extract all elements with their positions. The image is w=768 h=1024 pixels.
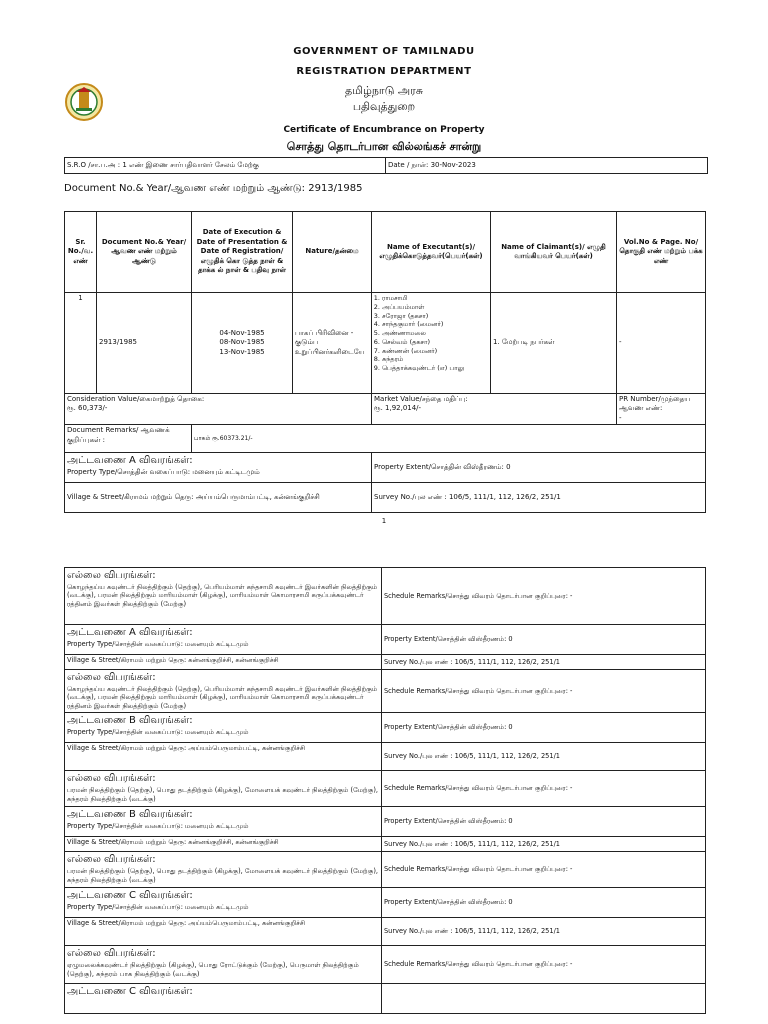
market-value: ரூ. 1,92,014/- [374, 404, 422, 413]
schedule-a-title: அட்டவணை A விவரங்கள்: [67, 455, 193, 467]
list-item: 2. அப்பயம்மாள் [382, 303, 488, 312]
village-street: Village & Street/கிராமம் மற்றும் தெரு: அய்யம்பெருமாம்பட்டி, கன்னங்குறிச்சி [65, 918, 382, 946]
village-street: Village & Street/கிராமம் மற்றும் தெரு: கன்னங்குறிச்சி, கன்னங்குறிச்சி [65, 837, 382, 852]
boundary-cell [65, 568, 382, 625]
govt-heading: GOVERNMENT OF TAMILNADU [293, 46, 475, 57]
col-executant: Name of Executant(s)/ எழுதிக்கொடுத்தவர்(பெயர்(கள்) [372, 212, 491, 293]
schedule-remarks: Schedule Remarks/சொத்து விவரம் தொடர்பான குறிப்புரை: - [382, 771, 706, 807]
boundary-cell [65, 852, 382, 888]
market-value-cell [372, 394, 617, 425]
market-value-label: Market Value/சந்தை மதிப்பு: [374, 395, 468, 403]
certificate-title: Certificate of Encumbrance on Property [283, 125, 485, 135]
row-nature: பாகப் பிரிவினை - குடும்ப உறுப்பினர்களிடையே [293, 293, 372, 394]
list-item: 5. அண்ணாமலை [382, 329, 488, 338]
survey-number: Survey No./புல எண் : 106/5, 111/1, 112, 126/2, 251/1 [372, 483, 706, 513]
property-type: Property Type/சொத்தின் வகைப்பாடு: மனையும் கட்டிடமும் [67, 467, 260, 476]
row-vol: - [617, 293, 706, 394]
village-street: Village & Street/கிராமம் மற்றும் தெரு: கன்னங்குறிச்சி, கன்னங்குறிச்சி [65, 655, 382, 670]
consideration-value: ரூ. 60,373/- [67, 404, 108, 413]
property-extent: Property Extent/சொத்தின் விஸ்தீரணம்: 0 [382, 625, 706, 655]
property-type: Property Type/சொத்தின் வகைப்பாடு: மனையும் கட்டிடமும் [67, 821, 249, 830]
remarks-value: பாகம் ரூ.60373.21/- [192, 425, 706, 453]
schedule-remarks: Schedule Remarks/சொத்து விவரம் தொடர்பான குறிப்புரை: - [382, 670, 706, 713]
dept-heading-tamil: பதிவுத்துறை [352, 100, 416, 113]
sro-bar [64, 157, 708, 174]
village-street: Village & Street/கிராமம் மற்றும் தெரு: அய்யம்பெருமாம்பட்டி, கன்னங்குறிச்சி [65, 483, 372, 513]
col-dates: Date of Execution & Date of Presentation & Date of Registration/ எழுதிக் கொ டுத்த நாள் & தாக்க ல் நாள் & பதிவு நாள் [192, 212, 293, 293]
col-sr: Sr. No./வ. எண் [65, 212, 97, 293]
property-extent: Property Extent/சொத்தின் விஸ்தீரணம்: 0 [372, 453, 706, 483]
property-extent: Property Extent/சொத்தின் விஸ்தீரணம்: 0 [382, 713, 706, 743]
list-item: 3. சரோஜா (தகசா) [382, 312, 488, 321]
pr-number-cell [617, 394, 706, 425]
boundary-text: கொழந்தய்ய கவுண்டர் நிலத்திற்கும் (தெற்கு), பெரியம்மாள் கந்தசாமி கவுண்டர் இவர்களின் நிலத்திற்கும் (வடக்கு), பரமன் நிலத்திற்கும் மாரியம்மாள் (கிழக்கு), மாரியம்மாள் கொமாரசாமி கருப்பக்கவுண்டர் ரத்தினம் இவர்கள் நிலத்திற்கும் (மேற்கு) [67, 582, 378, 609]
remarks-label: Document Remarks/ ஆவணக் குறிப்புகள் : [65, 425, 192, 453]
schedule-header [65, 713, 382, 743]
page-number: 1 [381, 517, 387, 525]
execution-date: 04-Nov-1985 [219, 328, 265, 337]
encumbrance-table [64, 211, 706, 513]
property-type: Property Type/சொத்தின் வகைப்பாடு: மனையும் கட்டிடமும் [67, 727, 249, 736]
schedule-remarks: Schedule Remarks/சொத்து விவரம் தொடர்பான குறிப்புரை: - [382, 852, 706, 888]
col-doc: Document No.& Year/ ஆவண எண் மற்றும் ஆண்டு [97, 212, 192, 293]
list-item: 4. சாந்தகுமார் (மைனர்) [382, 320, 488, 329]
dept-heading: REGISTRATION DEPARTMENT [296, 66, 472, 77]
col-claimant: Name of Claimant(s)/ எழுதி வாங்கியவர் பெயர்(கள்) [491, 212, 617, 293]
consideration-label: Consideration Value/கைமாற்றுத் தொகை: [67, 395, 205, 403]
schedule-title: அட்டவணை B விவரங்கள்: [67, 809, 193, 821]
col-nature: Nature/தன்மை [293, 212, 372, 293]
presentation-date: 08-Nov-1985 [219, 338, 265, 347]
row-dates [192, 293, 293, 394]
registration-date: 13-Nov-1985 [219, 347, 265, 356]
survey-number: Survey No./புல எண் : 106/5, 111/1, 112, 126/2, 251/1 [382, 743, 706, 771]
schedule-title: அட்டவணை C விவரங்கள்: [67, 986, 193, 998]
consideration-cell [65, 394, 372, 425]
boundary-text: பரமன் நிலத்திற்கும் (தெற்கு), பொது தடத்திற்கும் (கிழக்கு), மோளையக் கவுண்டர் நிலத்திற்கும் (மேற்கு), சுந்தரம் நிலத்திற்கும் (வடக்கு) [67, 866, 379, 884]
village-street: Village & Street/கிராமம் மற்றும் தெரு: அய்யம்பெருமாம்பட்டி, கன்னங்குறிச்சி [65, 743, 382, 771]
schedule-header [65, 888, 382, 918]
list-item: 1. ராமசாமி [382, 294, 488, 303]
boundary-title: எல்லை விபரங்கள்: [67, 672, 156, 683]
property-extent: Property Extent/சொத்தின் விஸ்தீரணம்: 0 [382, 807, 706, 837]
row-claimant: 1. மேற்படி நபர்கள் [491, 293, 617, 394]
property-type: Property Type/சொத்தின் வகைப்பாடு: மனையும் கட்டிடமும் [67, 902, 249, 911]
schedule-header [65, 625, 382, 655]
certificate-title-tamil: சொத்து தொடர்பான வில்லங்கச் சான்று [286, 140, 482, 153]
schedule-table [64, 567, 706, 1014]
survey-number: Survey No./புல எண் : 106/5, 111/1, 112, 126/2, 251/1 [382, 655, 706, 670]
boundary-cell [65, 771, 382, 807]
boundary-text: பரமன் நிலத்திற்கும் (தெற்கு), பொது தடத்திற்கும் (கிழக்கு), மோளையக் கவுண்டர் நிலத்திற்கும் (மேற்கு), சுந்தரம் நிலத்திற்கும் (வடக்கு) [67, 785, 379, 803]
schedule-header [65, 807, 382, 837]
table-row [65, 293, 706, 394]
list-item: 8. சுந்தரம் [382, 355, 488, 364]
schedule-remarks: Schedule Remarks/சொத்து விவரம் தொடர்பான குறிப்புரை: - [382, 946, 706, 984]
boundary-cell [65, 670, 382, 713]
govt-heading-tamil: தமிழ்நாடு அரசு [344, 84, 424, 97]
boundary-title: எல்லை விபரங்கள்: [67, 773, 156, 785]
schedule-title: அட்டவணை A விவரங்கள்: [67, 627, 193, 638]
schedule-a-header [65, 453, 372, 483]
list-item: 6. செல்வம் (தகசா) [382, 338, 488, 347]
boundary-title: எல்லை விபரங்கள்: [67, 948, 156, 960]
boundary-cell [65, 946, 382, 984]
row-executants [372, 293, 491, 394]
schedule-title: அட்டவணை B விவரங்கள்: [67, 715, 193, 727]
schedule-title: அட்டவணை C விவரங்கள்: [67, 890, 193, 902]
row-doc: 2913/1985 [97, 293, 192, 394]
property-type: Property Type/சொத்தின் வகைப்பாடு: மனையும் கட்டிடமும் [67, 639, 249, 648]
sro-office: S.R.O /சா.ப.அ : 1 எண் இணை சார்பதிவாளர் சேலம் மேற்கு [65, 158, 386, 173]
col-vol: Vol.No & Page. No/ தொகுதி எண் மற்றும் பக்க எண் [617, 212, 706, 293]
property-extent [382, 984, 706, 1014]
certificate-date: Date / நாள்: 30-Nov-2023 [388, 161, 476, 169]
boundary-title: எல்லை விபரங்கள்: [67, 570, 156, 581]
boundary-text: ஏழுமலைக்கவுண்டர் நிலத்திற்கும் (கிழக்கு), பொது ரோட்டுக்கும் (மேற்கு), பெருமாள் நிலத்திற்கும் (தெற்கு), சுந்தரம் பாக நிலத்திற்கும் (வடக்கு) [67, 960, 359, 978]
survey-number: Survey No./புல எண் : 106/5, 111/1, 112, 126/2, 251/1 [382, 918, 706, 946]
boundary-text: கொழந்தய்ய கவுண்டர் நிலத்திற்கும் (தெற்கு), பெரியம்மாள் கந்தசாமி கவுண்டர் இவர்களின் நிலத்திற்கும் (வடக்கு), பரமன் நிலத்திற்கும் மாரியம்மாள் (கிழக்கு), மாரியம்மாள் கொமாரசாமி கருப்பக்கவுண்டர் ரத்தினம் இவர்கள் நிலத்திற்கும் (மேற்கு) [67, 684, 378, 711]
list-item: 9. பெத்தாக்கவுண்டர் (எ) பாலு [382, 364, 488, 373]
boundary-title: எல்லை விபரங்கள்: [67, 854, 156, 866]
property-extent: Property Extent/சொத்தின் விஸ்தீரணம்: 0 [382, 888, 706, 918]
executant-list [374, 294, 488, 373]
schedule-header [65, 984, 382, 1014]
list-item: 7. கண்ணன் (மைனர்) [382, 347, 488, 356]
document-number-line: Document No.& Year/ஆவண எண் மற்றும் ஆண்டு: 2913/1985 [64, 183, 363, 194]
schedule-remarks: Schedule Remarks/சொத்து விவரம் தொடர்பான குறிப்புரை: - [382, 568, 706, 625]
pr-number-value: - [619, 413, 622, 422]
pr-number-label: PR Number/முந்தைய ஆவண எண்: [619, 395, 691, 413]
row-sr: 1 [65, 293, 97, 394]
survey-number: Survey No./புல எண் : 106/5, 111/1, 112, 126/2, 251/1 [382, 837, 706, 852]
